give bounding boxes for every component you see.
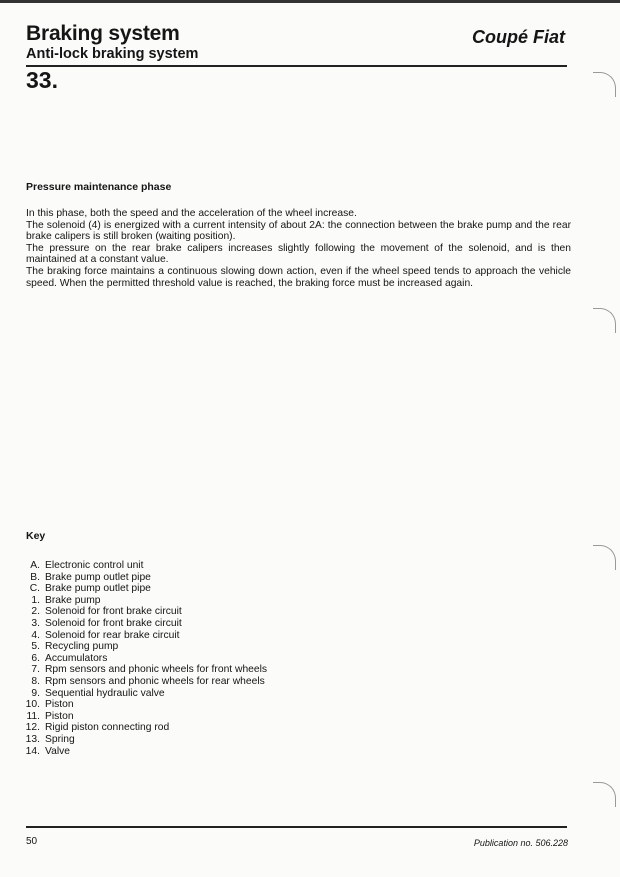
key-item-text: Brake pump outlet pipe [45, 571, 151, 583]
key-item-label: 7. [31, 664, 40, 676]
key-item [18, 630, 267, 642]
section-heading: Pressure maintenance phase [26, 181, 172, 193]
key-item-label: 14. [25, 745, 40, 757]
key-item-label: 1. [31, 594, 40, 606]
key-item [18, 699, 267, 711]
top-border [0, 0, 620, 3]
key-item-label: 10. [25, 699, 40, 711]
key-item-text: Sequential hydraulic valve [45, 687, 165, 699]
key-item-label: A. [30, 560, 40, 571]
key-list [18, 560, 267, 757]
key-item [18, 560, 267, 572]
brand-label: Coupé Fiat [472, 27, 565, 47]
key-heading: Key [26, 530, 46, 542]
key-item-text: Solenoid for rear brake circuit [45, 629, 180, 641]
key-item-text: Electronic control unit [45, 560, 144, 571]
key-item-text: Solenoid for front brake circuit [45, 617, 182, 629]
key-item-label: 4. [31, 629, 40, 641]
binder-hole-mark [593, 545, 616, 570]
key-item [18, 641, 267, 653]
page-title: Braking system [26, 22, 180, 45]
key-item-text: Brake pump [45, 594, 101, 606]
footer-divider [26, 826, 567, 828]
key-item-text: Piston [45, 710, 74, 722]
key-item-text: Rpm sensors and phonic wheels for front wheels [45, 664, 268, 676]
binder-hole-mark [593, 782, 616, 807]
key-item-text: Piston [45, 699, 74, 711]
section-number: 33. [26, 67, 58, 93]
binder-hole-mark [593, 72, 616, 97]
key-item [18, 595, 267, 607]
key-item [18, 664, 267, 676]
key-item-label: 8. [31, 675, 40, 687]
key-item-label: 13. [25, 733, 40, 745]
key-item-label: 12. [25, 722, 40, 734]
key-item-text: Rpm sensors and phonic wheels for rear wheels [45, 675, 265, 687]
page-number: 50 [26, 836, 38, 847]
key-item [18, 676, 267, 688]
key-item-label: 11. [26, 710, 40, 722]
key-item-text: Spring [45, 733, 75, 745]
key-item-label: 9. [31, 687, 40, 699]
key-item [18, 653, 267, 665]
paragraph: The solenoid (4) is energized with a current intensity of about 2A: the connection between the brake pump and the rear brake calipers is still broken (waiting position). [26, 219, 571, 243]
key-item [18, 618, 267, 630]
publication-number: Publication no. 506.228 [473, 838, 568, 848]
paragraph: The pressure on the rear brake calipers increases slightly following the movement of the solenoid, and is then maintained at a constant value. [26, 242, 571, 266]
key-item [18, 746, 267, 758]
key-item-text: Solenoid for front brake circuit [45, 606, 182, 618]
key-item [18, 711, 267, 723]
paragraph: The braking force maintains a continuous slowing down action, even if the wheel speed tends to approach the vehicle speed. When the permitted threshold value is reached, the braking force must be increased again. [26, 265, 571, 289]
key-item [18, 572, 267, 584]
key-item-text: Brake pump outlet pipe [45, 583, 151, 595]
page-subtitle: Anti-lock braking system [26, 46, 199, 62]
key-item-label: 2. [31, 606, 40, 618]
binder-hole-mark [593, 308, 616, 333]
key-item-label: C. [29, 583, 40, 595]
key-item [18, 688, 267, 700]
key-item [18, 722, 267, 734]
key-item-text: Accumulators [45, 652, 108, 664]
key-item-text: Rigid piston connecting rod [45, 722, 170, 734]
body-text [26, 208, 571, 289]
header-divider [26, 65, 567, 67]
key-item-label: 6. [31, 652, 40, 664]
key-item-label: B. [30, 571, 40, 583]
key-item [18, 606, 267, 618]
key-item [18, 583, 267, 595]
key-item-text: Recycling pump [45, 641, 119, 653]
key-item [18, 734, 267, 746]
key-item-label: 3. [31, 617, 40, 629]
key-item-label: 5. [31, 641, 40, 653]
key-item-text: Valve [45, 745, 70, 757]
paragraph: In this phase, both the speed and the acceleration of the wheel increase. [26, 208, 357, 219]
